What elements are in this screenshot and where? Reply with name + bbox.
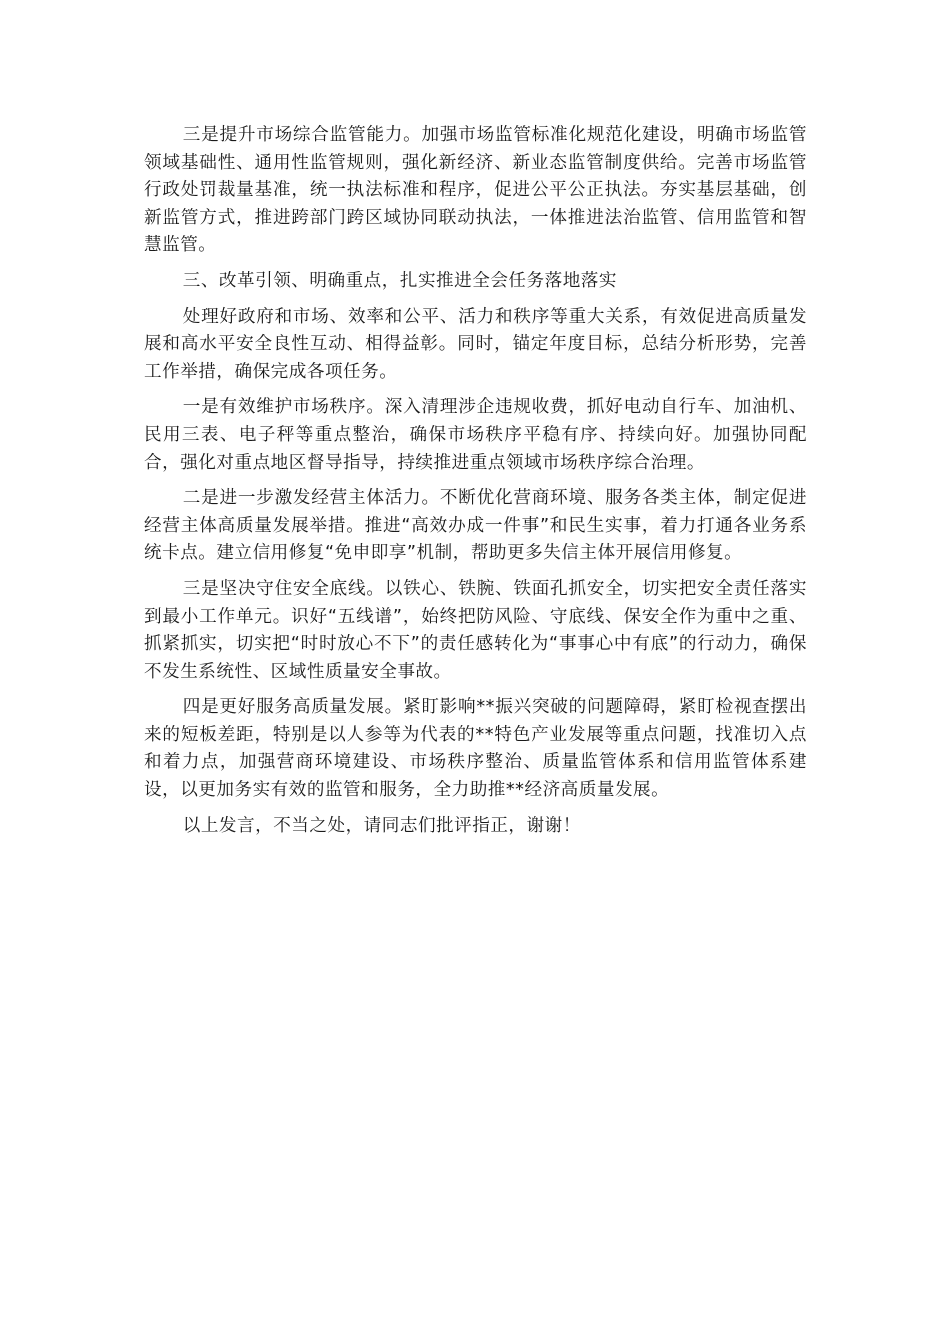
paragraph-business-vitality: 二是进一步激发经营主体活力。不断优化营商环境、服务各类主体，制定促进经营主体高质量发展举措。推进“高效办成一件事”和民生实事，着力打通各业务系统卡点。建立信用修复“免申即享”机制，帮助更多失信主体开展信用修复。 (144, 488, 807, 564)
paragraph-closing-remarks: 以上发言，不当之处，请同志们批评指正，谢谢！ (182, 815, 581, 836)
document-body (144, 122, 807, 848)
paragraph-market-supervision-capacity: 三是提升市场综合监管能力。加强市场监管标准化规范化建设，明确市场监管领域基础性、通用性监管规则，强化新经济、新业态监管制度供给。完善市场监管行政处罚裁量基准，统一执法标准和程序，促进公平公正执法。夯实基层基础，创新监管方式，推进跨部门跨区域协同联动执法，一体推进法治监管、信用监管和智慧监管。 (144, 125, 807, 256)
paragraph-major-relationships: 处理好政府和市场、效率和公平、活力和秩序等重大关系，有效促进高质量发展和高水平安全良性互动、相得益彰。同时，锚定年度目标，总结分析形势，完善工作举措，确保完成各项任务。 (144, 306, 807, 382)
section-heading-three: 三、改革引领、明确重点，扎实推进全会任务落地落实 (182, 270, 617, 291)
paragraph-high-quality-development: 四是更好服务高质量发展。紧盯影响**振兴突破的问题障碍，紧盯检视查摆出来的短板差距，特别是以人参等为代表的**特色产业发展等重点问题，找准切入点和着力点，加强营商环境建设、市场秩序整治、质量监管体系和信用监管体系建设，以更加务实有效的监管和服务，全力助推**经济高质量发展。 (144, 697, 807, 801)
paragraph-safety-bottom-line: 三是坚决守住安全底线。以铁心、铁腕、铁面孔抓安全，切实把安全责任落实到最小工作单元。识好“五线谱”，始终把防风险、守底线、保安全作为重中之重、抓紧抓实，切实把“时时放心不下”的责任感转化为“事事心中有底”的行动力，确保不发生系统性、区域性质量安全事故。 (144, 578, 807, 682)
paragraph-market-order: 一是有效维护市场秩序。深入清理涉企违规收费，抓好电动自行车、加油机、民用三表、电子秤等重点整治，确保市场秩序平稳有序、持续向好。加强协同配合，强化对重点地区督导指导，持续推进重点领域市场秩序综合治理。 (144, 397, 807, 473)
